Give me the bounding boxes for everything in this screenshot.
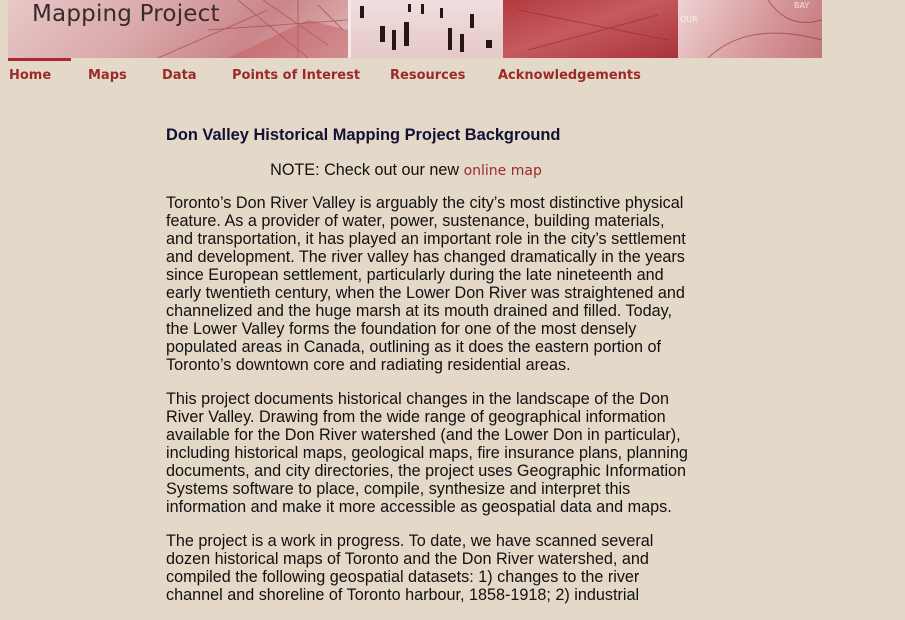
- paragraph-progress: The project is a work in progress. To date, we have scanned several dozen historical maps of Toronto and the Don River watershed, and compiled the following geospatial datasets: 1) changes to the river channel and shoreline of Toronto harbour, 1858-1918; 2) industrial: [166, 532, 654, 604]
- note-text: NOTE: Check out our new: [270, 161, 464, 179]
- nav-home[interactable]: Home: [8, 58, 71, 88]
- online-map-link[interactable]: online map: [463, 163, 542, 179]
- site-title: Mapping Project: [32, 1, 220, 27]
- nav-maps[interactable]: Maps: [88, 68, 127, 83]
- nav-resources[interactable]: Resources: [390, 68, 466, 83]
- nav-data[interactable]: Data: [162, 68, 197, 83]
- nav-acknowledgements[interactable]: Acknowledgements: [498, 68, 641, 83]
- paragraph-intro: Toronto’s Don River Valley is arguably the city’s most distinctive physical feature. As a provider of water, power, sustenance, building materials, and transportation, it has played an important role in the city’s settlement and development. The river valley has changed dramatically in the years since European settlement, particularly during the late nineteenth and early twentieth century, when the Lower Don River was straightened and channelized and the huge marsh at its mouth drained and filled. Today, the Lower Valley forms the foundation for one of the most densely populated areas in Canada, outlining as it does the eastern portion of Toronto’s downtown core and radiating residential areas.: [166, 194, 686, 374]
- nav-points-of-interest[interactable]: Points of Interest: [232, 68, 361, 83]
- main-content: [166, 126, 690, 620]
- paragraph-project: This project documents historical changes in the landscape of the Don River Valley. Drawing from the wide range of geographical information available for the Don River watershed (and the Lower Don in particular), including historical maps, geological maps, fire insurance plans, planning documents, and city directories, the project uses Geographic Information Systems software to place, compile, synthesize and interpret this information and make it more accessible as geospatial data and maps.: [166, 390, 688, 516]
- header-banner: [8, 0, 822, 58]
- note-line: [166, 161, 690, 180]
- svg-text:BAY: BAY: [794, 1, 810, 10]
- svg-text:OUR: OUR: [680, 15, 698, 24]
- page-title: Don Valley Historical Mapping Project Background: [166, 126, 561, 144]
